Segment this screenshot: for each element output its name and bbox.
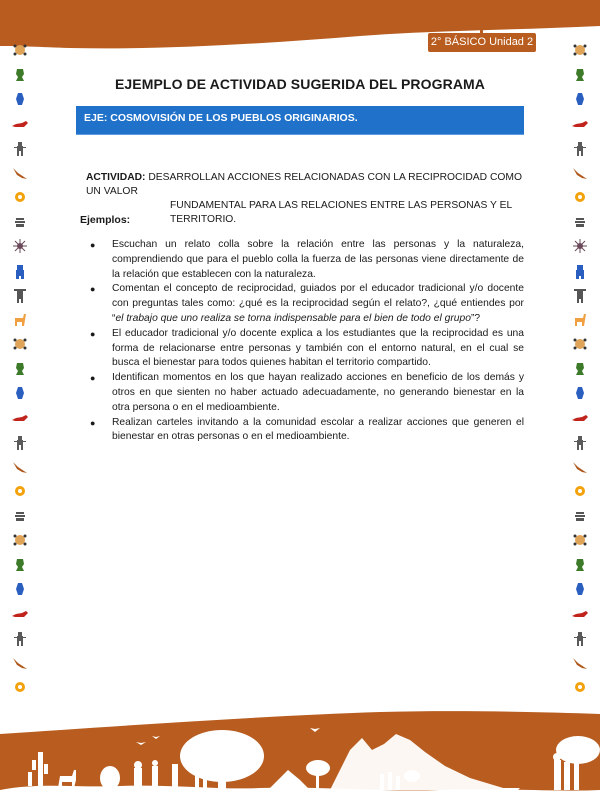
fox-icon bbox=[572, 606, 588, 622]
list-item bbox=[88, 282, 524, 326]
fox-icon bbox=[12, 410, 28, 426]
frog-icon bbox=[572, 67, 588, 83]
gray-figure-icon bbox=[572, 630, 588, 646]
bullet-icon: ● bbox=[90, 417, 96, 428]
example-text: Escuchan un relato colla sobre la relación entre las personas y la naturaleza, comprendiendo que para el pueblo colla la fuerza de las personas viene directamente de la relación que establecen con la naturaleza. bbox=[112, 239, 524, 280]
llama-icon bbox=[12, 312, 28, 328]
blue-figure-icon bbox=[12, 581, 28, 597]
clay-pot-icon bbox=[12, 508, 28, 524]
sun-circle-icon bbox=[12, 336, 28, 352]
starburst-icon bbox=[12, 238, 28, 254]
activity-statement bbox=[86, 171, 526, 227]
blue-robot-icon bbox=[12, 263, 28, 279]
list-item bbox=[88, 371, 524, 415]
starburst-icon bbox=[572, 238, 588, 254]
left-icon-border bbox=[0, 40, 40, 700]
fox-icon bbox=[12, 606, 28, 622]
activity-text-line2: FUNDAMENTAL PARA LAS RELACIONES ENTRE LAS PERSONAS Y EL TERRITORIO. bbox=[170, 200, 512, 225]
list-item bbox=[88, 327, 524, 371]
gray-hat-figure-icon bbox=[12, 287, 28, 303]
bullet-icon: ● bbox=[90, 240, 96, 250]
yellow-flower-icon bbox=[572, 483, 588, 499]
clay-pot-icon bbox=[572, 508, 588, 524]
example-text-end: ”? bbox=[470, 312, 481, 324]
yellow-flower-icon bbox=[12, 189, 28, 205]
gray-figure-icon bbox=[572, 434, 588, 450]
example-quote: el trabajo que uno realiza se torna indispensable para el bien de todo el grupo bbox=[115, 312, 471, 324]
yellow-flower-icon bbox=[12, 483, 28, 499]
blue-figure-icon bbox=[12, 91, 28, 107]
sun-circle-icon bbox=[572, 532, 588, 548]
gray-hat-figure-icon bbox=[572, 287, 588, 303]
example-text: El educador tradicional y/o docente explica a los estudiantes que la reciprocidad es una forma de relacionarse entre personas y también con el entorno natural, en el cual se busca el bienestar para todos quienes habitan el territorio compartido. bbox=[112, 327, 524, 369]
condor-icon bbox=[572, 165, 588, 181]
list-item bbox=[88, 416, 524, 446]
clay-pot-icon bbox=[12, 214, 28, 230]
frog-icon bbox=[12, 67, 28, 83]
bottom-landscape-banner bbox=[0, 690, 600, 800]
fox-icon bbox=[572, 116, 588, 132]
gray-figure-icon bbox=[12, 434, 28, 450]
gray-figure-icon bbox=[12, 630, 28, 646]
sun-circle-icon bbox=[572, 42, 588, 58]
eje-banner: EJE: COSMOVISIÓN DE LOS PUEBLOS ORIGINARIOS. bbox=[76, 106, 524, 135]
sun-circle-icon bbox=[12, 532, 28, 548]
frog-icon bbox=[12, 557, 28, 573]
llama-icon bbox=[572, 312, 588, 328]
blue-figure-icon bbox=[572, 91, 588, 107]
gray-figure-icon bbox=[12, 140, 28, 156]
condor-icon bbox=[572, 655, 588, 671]
example-text: Identifican momentos en los que hayan realizado acciones en beneficio de los demás y otros en que sienten no haber actuado adecuadamente, no generando bienestar en la otra persona o en el medioambiente. bbox=[112, 372, 524, 413]
frog-icon bbox=[572, 557, 588, 573]
bullet-icon: ● bbox=[90, 373, 96, 384]
example-text: Comentan el concepto de reciprocidad, guiados por el educador tradicional y/o docente con preguntas tales como: ¿qué es la reciprocidad según el relato?, ¿qué entiendes por “ bbox=[112, 283, 524, 324]
blue-figure-icon bbox=[572, 385, 588, 401]
yellow-flower-icon bbox=[572, 189, 588, 205]
sun-circle-icon bbox=[12, 42, 28, 58]
examples-list bbox=[88, 238, 524, 445]
list-item bbox=[88, 238, 524, 282]
activity-text-line1: DESARROLLAN ACCIONES RELACIONADAS CON LA RECIPROCIDAD COMO UN VALOR bbox=[86, 172, 522, 197]
right-icon-border bbox=[560, 40, 600, 700]
fox-icon bbox=[12, 116, 28, 132]
gray-figure-icon bbox=[572, 140, 588, 156]
frog-icon bbox=[12, 361, 28, 377]
condor-icon bbox=[12, 165, 28, 181]
fox-icon bbox=[572, 410, 588, 426]
blue-figure-icon bbox=[12, 385, 28, 401]
blue-figure-icon bbox=[572, 581, 588, 597]
bullet-icon: ● bbox=[90, 284, 96, 295]
condor-icon bbox=[12, 655, 28, 671]
unit-tag: 2° BÁSICO Unidad 2 bbox=[428, 33, 536, 52]
example-text: Realizan carteles invitando a la comunidad escolar a realizar acciones que generen el bienestar en otras personas o en el medioambiente. bbox=[112, 416, 524, 443]
page-title: EJEMPLO DE ACTIVIDAD SUGERIDA DEL PROGRAMA bbox=[114, 76, 486, 92]
frog-icon bbox=[572, 361, 588, 377]
activity-label: ACTIVIDAD: bbox=[86, 172, 146, 183]
landscape-silhouette-illustration bbox=[0, 690, 600, 800]
condor-icon bbox=[12, 459, 28, 475]
clay-pot-icon bbox=[572, 214, 588, 230]
blue-robot-icon bbox=[572, 263, 588, 279]
condor-icon bbox=[572, 459, 588, 475]
examples-heading: Ejemplos: bbox=[80, 214, 131, 226]
sun-circle-icon bbox=[572, 336, 588, 352]
bullet-icon: ● bbox=[90, 328, 96, 339]
